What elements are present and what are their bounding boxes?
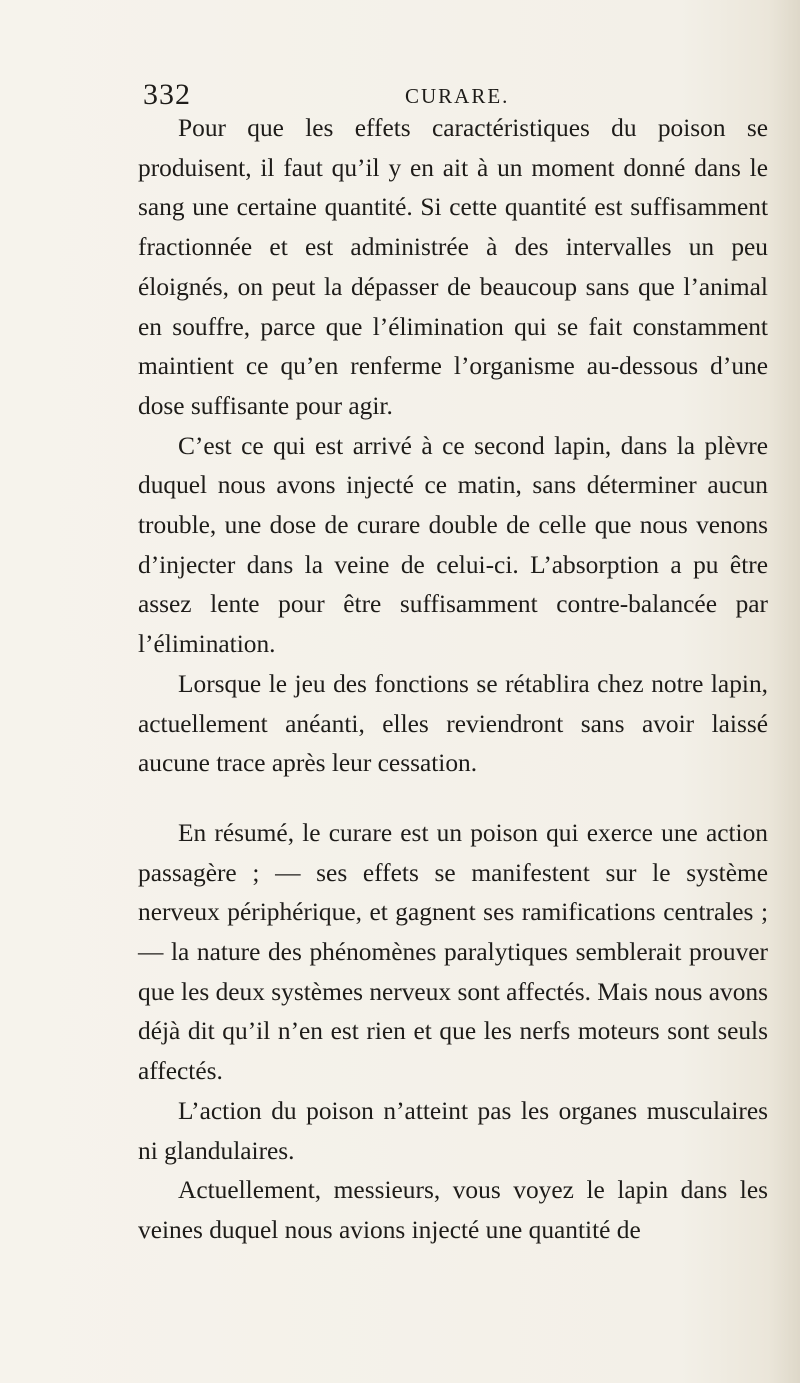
paragraph: Actuellement, messieurs, vous voyez le lapin dans les veines duquel nous avions injecté une quantité de [138,1176,768,1244]
paragraph: Pour que les effets caractéristiques du poison se produisent, il faut qu’il y en ait à un moment donné dans le sang une certaine quantité. Si cette quantité est suffisamment fractionnée et est administrée à des intervalles un peu éloignés, on peut la dépasser de beaucoup sans que l’animal en souffre, parce que l’élimination qui se fait constamment maintient ce qu’en renferme l’organisme au-dessous d’une dose suffisante pour agir. [138,114,768,420]
paragraph: L’action du poison n’atteint pas les organes musculaires ni glandulaires. [138,1096,768,1165]
page-number: 332 [143,78,191,111]
paragraph: C’est ce qui est arrivé à ce second lapin, dans la plèvre duquel nous avons injecté ce matin, sans déterminer aucun trouble, une dose de curare double de celle que nous venons d’injecter dans la veine de celui-ci. L’absorption a pu être assez lente pour être suffisamment contre-balancée par l’élimination. [138,431,768,659]
paragraph: Lorsque le jeu des fonctions se rétablira chez notre lapin, actuellement anéanti, elles reviendront sans avoir laissé aucune trace après leur cessation. [138,669,768,778]
running-head: CURARE. [405,84,510,108]
body-text [138,109,768,1251]
paragraph: En résumé, le curare est un poison qui exerce une action passagère ; — ses effets se manifestent sur le système nerveux périphérique, et gagnent ses ramifications centrales ; — la nature des phénomènes paralytiques semblerait prouver que les deux systèmes nerveux sont affectés. Mais nous avons déjà dit qu’il n’en est rien et que les nerfs moteurs sont seuls affectés. [138,818,768,1086]
